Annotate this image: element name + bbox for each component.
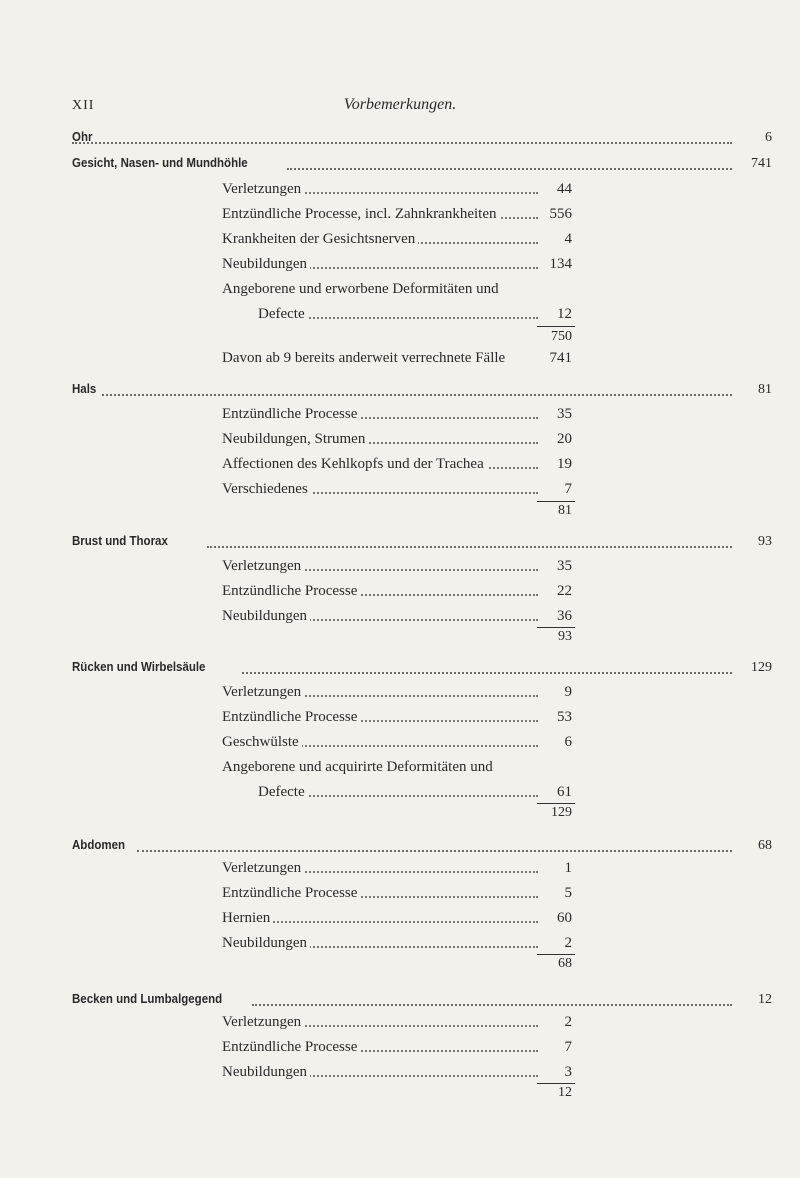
- section-total: 12: [758, 992, 772, 1007]
- table-row: Entzündliche Processe 22: [222, 583, 572, 599]
- section-heading: [72, 382, 772, 402]
- section-heading: [72, 534, 772, 554]
- table-row: Entzündliche Processe 35: [222, 406, 572, 422]
- section-total: 93: [758, 534, 772, 549]
- table-row: Angeborene und erworbene Deformitäten und: [222, 281, 572, 301]
- table-row: Verschiedenes 7: [222, 481, 572, 497]
- table-row: Neubildungen 3: [222, 1064, 572, 1080]
- table-row: Verletzungen 44: [222, 181, 572, 197]
- table-row: Affectionen des Kehlkopfs und der Trachea 19: [222, 456, 572, 472]
- section-name: Brust und Thorax: [72, 534, 168, 548]
- sum-rule: [537, 803, 575, 804]
- sum-rule: [537, 954, 575, 955]
- subtotal: 129: [551, 805, 572, 820]
- table-row: Hernien 60: [222, 910, 572, 926]
- table-row: Entzündliche Processe 5: [222, 885, 572, 901]
- subtotal: 93: [558, 629, 572, 644]
- section-total: 68: [758, 838, 772, 853]
- subtotal: 81: [558, 503, 572, 518]
- table-row: Neubildungen 2: [222, 935, 572, 951]
- section-heading: [72, 992, 772, 1012]
- section-total: 6: [765, 130, 772, 145]
- table-row: Entzündliche Processe 7: [222, 1039, 572, 1055]
- section-name: Hals: [72, 382, 97, 396]
- section-name: Gesicht, Nasen- und Mundhöhle: [72, 156, 248, 170]
- section-total: 81: [758, 382, 772, 397]
- table-row: Verletzungen 2: [222, 1014, 572, 1030]
- table-row: Davon ab 9 bereits anderweit verrechnete Fälle 741: [222, 350, 572, 366]
- section-heading: [72, 130, 772, 150]
- sum-rule: [537, 326, 575, 327]
- table-row: Verletzungen 35: [222, 558, 572, 574]
- table-row: Verletzungen 9: [222, 684, 572, 700]
- sum-rule: [537, 627, 575, 628]
- table-row: Entzündliche Processe, incl. Zahnkrankheiten 556: [222, 206, 572, 222]
- subtotal: 750: [551, 329, 572, 344]
- section-name: Rücken und Wirbelsäule: [72, 660, 206, 674]
- section-heading: [72, 156, 772, 176]
- table-row: Verletzungen 1: [222, 860, 572, 876]
- subtotal: 68: [558, 956, 572, 971]
- table-row: Neubildungen, Strumen 20: [222, 431, 572, 447]
- table-row: Angeborene und acquirirte Deformitäten und: [222, 759, 572, 779]
- section-total: 741: [751, 156, 772, 171]
- section-total: 129: [751, 660, 772, 675]
- table-row: Neubildungen 134: [222, 256, 572, 272]
- running-head: Vorbemerkungen.: [343, 96, 457, 113]
- section-name: Becken und Lumbalgegend: [72, 992, 223, 1006]
- sum-rule: [537, 1083, 575, 1084]
- sum-rule: [537, 501, 575, 502]
- section-heading: [72, 660, 772, 680]
- subtotal: 12: [558, 1085, 572, 1100]
- section-name: Ohr: [72, 130, 93, 144]
- section-name: Abdomen: [72, 838, 126, 852]
- table-row: Geschwülste 6: [222, 734, 572, 750]
- page-number: XII: [72, 98, 95, 113]
- table-row: Defecte 12: [258, 306, 572, 322]
- table-row: Entzündliche Processe 53: [222, 709, 572, 725]
- section-heading: [72, 838, 772, 858]
- table-row: Defecte 61: [258, 784, 572, 800]
- table-row: Krankheiten der Gesichtsnerven 4: [222, 231, 572, 247]
- table-row: Neubildungen 36: [222, 608, 572, 624]
